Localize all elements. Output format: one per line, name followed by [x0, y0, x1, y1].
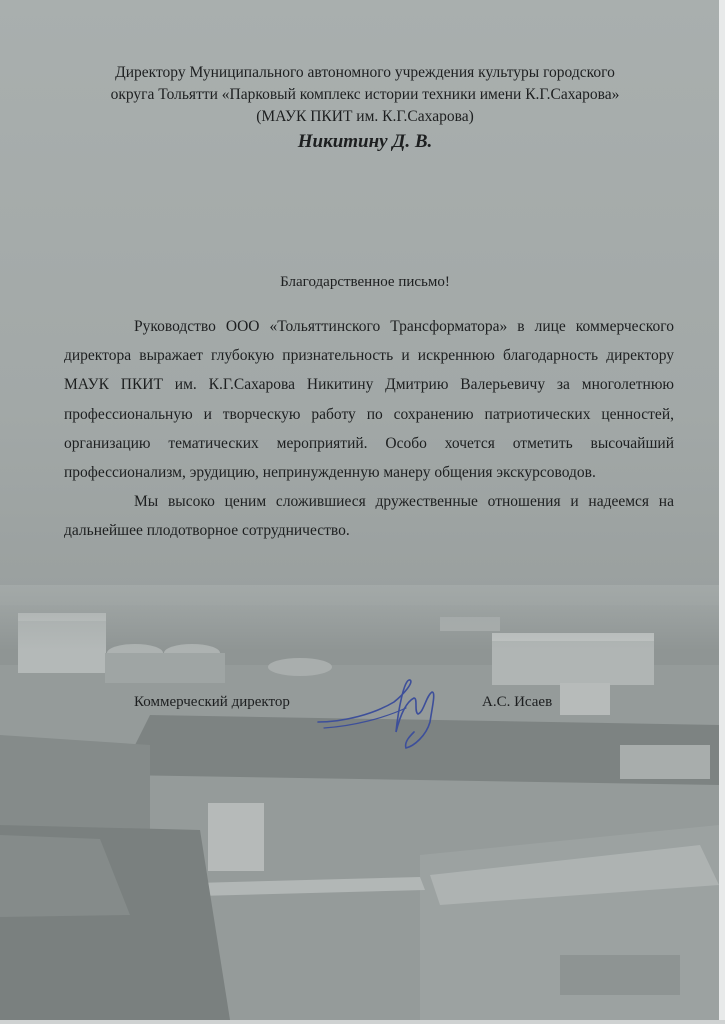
factory-background-photo — [0, 585, 719, 1020]
addressee-line-1: Директору Муниципального автономного учреждения культуры городского — [115, 64, 615, 81]
scan-edge-bottom — [0, 1020, 725, 1024]
addressee-line-2: округа Тольятти «Парковый комплекс истории техники имени К.Г.Сахарова» — [110, 86, 620, 103]
addressee-line-3: (МАУК ПКИТ им. К.Г.Сахарова) — [256, 108, 474, 125]
body-paragraph-2: Мы высоко ценим сложившиеся дружественные отношения и надеемся на дальнейшее плодотворное сотрудничество. — [64, 493, 674, 540]
signatory-title: Коммерческий директор — [134, 694, 290, 710]
letter-body — [64, 312, 674, 546]
addressee-name: Никитину Д. В. — [297, 131, 433, 152]
handwritten-signature — [314, 672, 446, 752]
addressee-block — [40, 62, 690, 128]
signatory-name: А.С. Исаев — [482, 694, 553, 710]
body-paragraph-1: Руководство ООО «Тольяттинского Трансформатора» в лице коммерческого директора выражает глубокую признательность и искреннюю благодарность директору МАУК ПКИТ им. К.Г.Сахарова Никитину Дмитрию Валерьевичу за многолетнюю профессиональную и творческую работу по сохранению патриотических ценностей, организацию тематических мероприятий. Особо хочется отметить высочайший профессионализм, эрудицию, непринужденную манеру общения экскурсоводов. — [64, 318, 674, 482]
letter-heading: Благодарственное письмо! — [280, 274, 450, 290]
scan-edge-right — [719, 0, 725, 1024]
